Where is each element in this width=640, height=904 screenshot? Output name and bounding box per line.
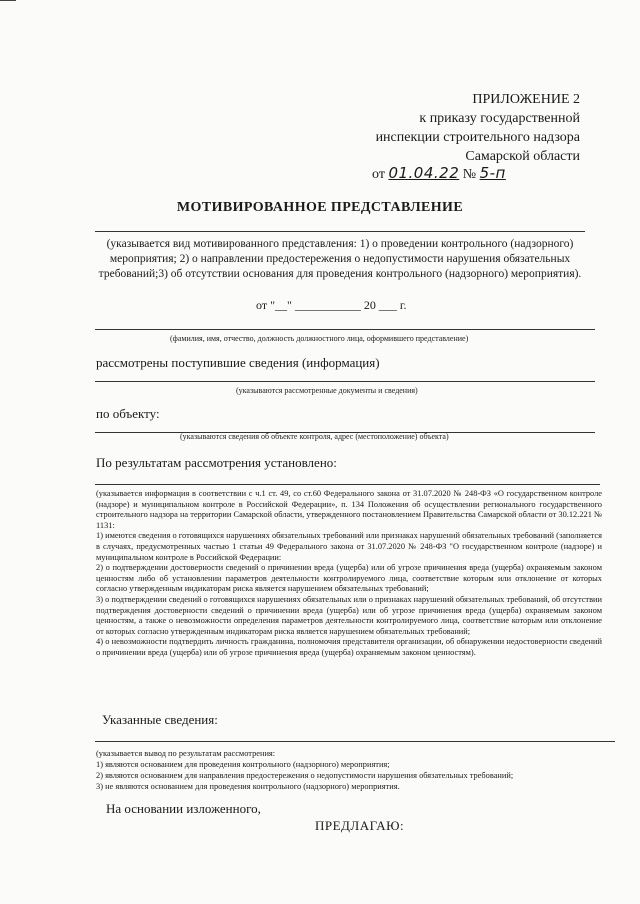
author-note: (фамилия, имя, отчество, должность должностного лица, оформившего представление) [170,334,469,343]
results-note [96,489,602,659]
object-note: (указываются сведения об объекте контроля, адрес (местоположение) объекта) [180,432,449,441]
appendix-line: к приказу государственной [419,111,580,126]
considered-note: (указываются рассмотренные документы и сведения) [236,386,418,395]
appendix-line: ПРИЛОЖЕНИЕ 2 [472,92,580,107]
propose-label: ПРЕДЛАГАЮ: [315,818,405,833]
order-date-handwritten: 01.04.22 [388,164,460,182]
corner-scan-mark [0,0,16,11]
order-prefix: от [372,167,385,182]
document-title: МОТИВИРОВАННОЕ ПРЕДСТАВЛЕНИЕ [176,200,464,215]
conclusion-note-item-2: 2) являются основанием для направления предостережения о недопустимости нарушения обязательных требований; [96,771,514,780]
results-note-item-2: 2) о подтверждении достоверности сведений о причинении вреда (ущерба) или об угрозе причинения вреда (ущерба) охраняемым законом ценностям либо об установлении параметров деятельности контролируемого лица, соответствие которым или отклонение от которых согласно утвержденным индикаторам риска является нарушением обязательных требований; [96,563,602,594]
considered-fill-line [95,381,595,382]
conclusion-note [96,748,616,792]
results-note-item-4: 4) о невозможности подтвердить личность гражданина, полномочия представителя организации, об обнаружении недостоверности сведений о причинении вреда (ущерба) или об угрозе причинения вреда (ущерба) охраняемым законом ценностям). [96,637,602,657]
basis-label: На основании изложенного, [106,801,261,816]
conclusion-note-item-1: 1) являются основанием для проведения контрольного (надзорного) мероприятия; [96,760,390,769]
kind-fill-line [95,231,585,232]
object-label: по объекту: [96,406,160,421]
author-fill-line [95,329,595,330]
results-note-item-3: 3) о подтверждении сведений о готовящихся нарушениях обязательных или о признаках нарушений обязательных требований, об отсутствии подтверждения достоверности сведений о причинении вреда (ущерба) или об угрозе причинения вреда (ущерба) охраняемым законом ценностям, а также о невозможности определения параметров деятельности контролируемого лица, соответствие которым или отклонение от которых согласно утвержденным индикаторам риска является нарушением обязательных требований; [96,594,603,636]
results-label: По результатам рассмотрения установлено: [96,455,337,470]
date-line: от "__" ___________ 20 ___ г. [256,298,407,312]
conclusion-note-item-3: 3) не являются основанием для проведения контрольного (надзорного) мероприятия. [96,782,400,791]
considered-label: рассмотрены поступившие сведения (информация) [96,355,380,370]
order-number-sign: № [462,167,477,182]
appendix-line: инспекции строительного надзора [375,130,580,145]
order-number-handwritten: 5-п [479,164,506,182]
specified-fill-line [95,741,615,742]
kind-note: (указывается вид мотивированного представления: 1) о проведении контрольного (надзорного) мероприятия; 2) о направлении предостережения о недопустимости нарушения обязательных требований;3) об отсутствии основания для проведения контрольного (надзорного) мероприятия). [98,238,582,280]
appendix-header [320,90,580,166]
specified-label: Указанные сведения: [102,712,218,727]
conclusion-note-intro: (указывается вывод по результатам рассмотрения: [96,749,276,758]
order-reference [372,164,506,183]
results-note-item-1: 1) имеются сведения о готовящихся нарушениях обязательных требований или признаках нарушений обязательных требований (заполняется в случаях, предусмотренных частью 1 статьи 49 Федерального закона от 31.07.2020 № 248-ФЗ "О государственном контроле (надзоре) и муниципальном контроле в Российской Федерации: [96,531,602,562]
results-note-intro: (указывается информация в соответствии с ч.1 ст. 49, со ст.60 Федерального закона от 31.07.2020 № 248-ФЗ «О государственном контроле (надзоре) и муниципальном контроле в Российской Федерации», п. 134 Положения об осуществлении регионального государственного строительного надзора на территории Самарской области, утвержденного постановлением Правительства Самарской области от 30.12.221 № 1131: [96,489,602,530]
appendix-line: Самарской области [465,149,580,164]
results-fill-line [95,484,600,485]
